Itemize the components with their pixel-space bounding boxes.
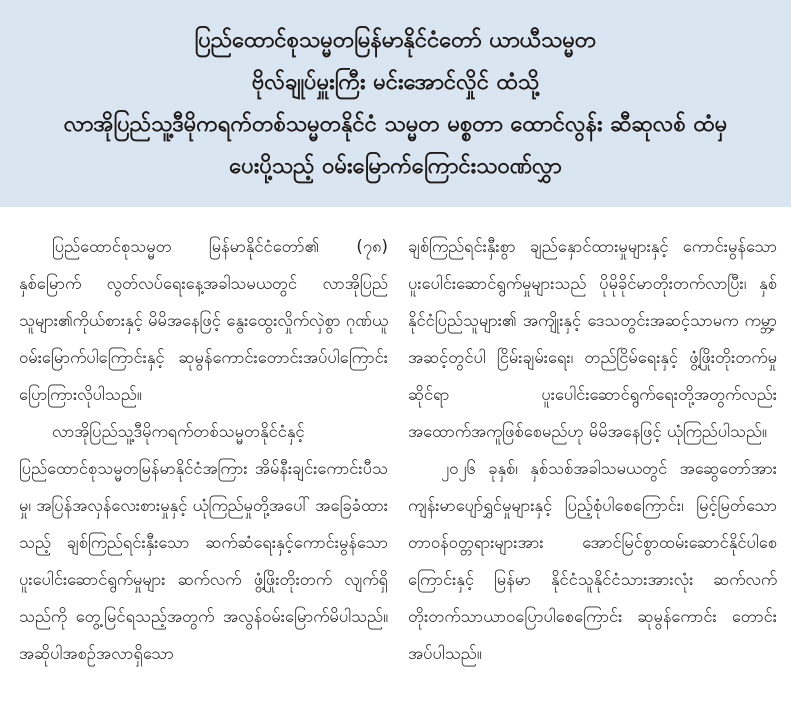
title-line-3: လာအိုပြည်သူ့ဒီမိုကရက်တစ်သမ္မတနိုင်ငံ သမ္မတ မစ္စတာ ထောင်လွန်း ဆီဆုလစ် ထံမှ	[63, 112, 728, 137]
title-line-4: ပေးပို့သည့် ဝမ်းမြောက်ကြောင်းသဝဏ်လွှာ	[229, 154, 562, 179]
left-column	[19, 228, 388, 672]
body-paragraph-2-continued: ချစ်ကြည်ရင်းနှီးစွာ ချည်နှောင်ထားမှုများနှင့် ကောင်းမွန်သော ပူးပေါင်းဆောင်ရွက်မှုများသည် ပိုမိုခိုင်မာတိုးတက်လာပြီး၊ နှစ်နိုင်ငံပြည်သူများ၏ အကျိုးနှင့် ဒေသတွင်းအဆင့်သာမက ကမ္ဘာ့အဆင့်တွင်ပါ ငြိမ်းချမ်းရေး၊ တည်ငြိမ်ရေးနှင့် ဖွံ့ဖြိုးတိုးတက်မှုဆိုင်ရာ ပူးပေါင်းဆောင်ရွက်ရေးတို့အတွက်လည်း အထောက်အကူဖြစ်စေမည်ဟု မိမိအနေဖြင့် ယုံကြည်ပါသည်။	[408, 237, 777, 441]
body-paragraph-2: လာအိုပြည်သူ့ဒီမိုကရက်တစ်သမ္မတနိုင်ငံနှင့် ပြည်ထောင်စုသမ္မတမြန်မာနိုင်ငံအကြား အိမ်နီးချင်းကောင်းပီသမှု၊ အပြန်အလှန်လေးစားမှုနှင့် ယုံကြည်မှုတို့အပေါ် အခြေခံထားသည့် ချစ်ကြည်ရင်းနှီးသော ဆက်ဆံရေးနှင့်ကောင်းမွန်သော ပူးပေါင်းဆောင်ရွက်မှုများ ဆက်လက် ဖွံ့ဖြိုးတိုးတက် လျက်ရှိသည်ကို တွေ့မြင်ရသည့်အတွက် အလွန်ဝမ်းမြောက်မိပါသည်။ အဆိုပါအစဉ်အလာရှိသော	[19, 422, 388, 663]
title-line-2: ဗိုလ်ချုပ်မှူးကြီး မင်းအောင်လှိုင် ထံသို့	[251, 70, 540, 95]
title-line-1: ပြည်ထောင်စုသမ္မတမြန်မာနိုင်ငံတော် ယာယီသမ္မတ	[194, 28, 597, 53]
right-column	[408, 228, 777, 672]
body-paragraph-3: ၂၀၂၆ ခုနှစ်၊ နှစ်သစ်အခါသမယတွင် အဆွေတော်အား ကျန်းမာပျော်ရွှင်မှုများနှင့် ပြည့်စုံပါစေကြောင်း၊ မြင့်မြတ်သော တာဝန်ဝတ္တရားများအား အောင်မြင်စွာထမ်းဆောင်နိုင်ပါစေကြောင်းနှင့် မြန်မာ နိုင်ငံသူနိုင်ငံသားအားလုံး ဆက်လက်တိုးတက်သာယာဝပြောပါစေကြောင်း ဆုမွန်ကောင်း တောင်းအပ်ပါသည်။	[408, 459, 777, 663]
body-paragraph-1: ပြည်ထောင်စုသမ္မတ မြန်မာနိုင်ငံတော်၏ (၇၈) နှစ်မြောက် လွတ်လပ်ရေးနေ့အခါသမယတွင် လာအိုပြည်သူများ၏ကိုယ်စားနှင့် မိမိအနေဖြင့် နွေးထွေးလှိုက်လှဲစွာ ဂုဏ်ယူဝမ်းမြောက်ပါကြောင်းနှင့် ဆုမွန်ကောင်းတောင်းအပ်ပါကြောင်း ပြောကြားလိုပါသည်။	[19, 237, 388, 404]
title-banner	[0, 0, 791, 207]
